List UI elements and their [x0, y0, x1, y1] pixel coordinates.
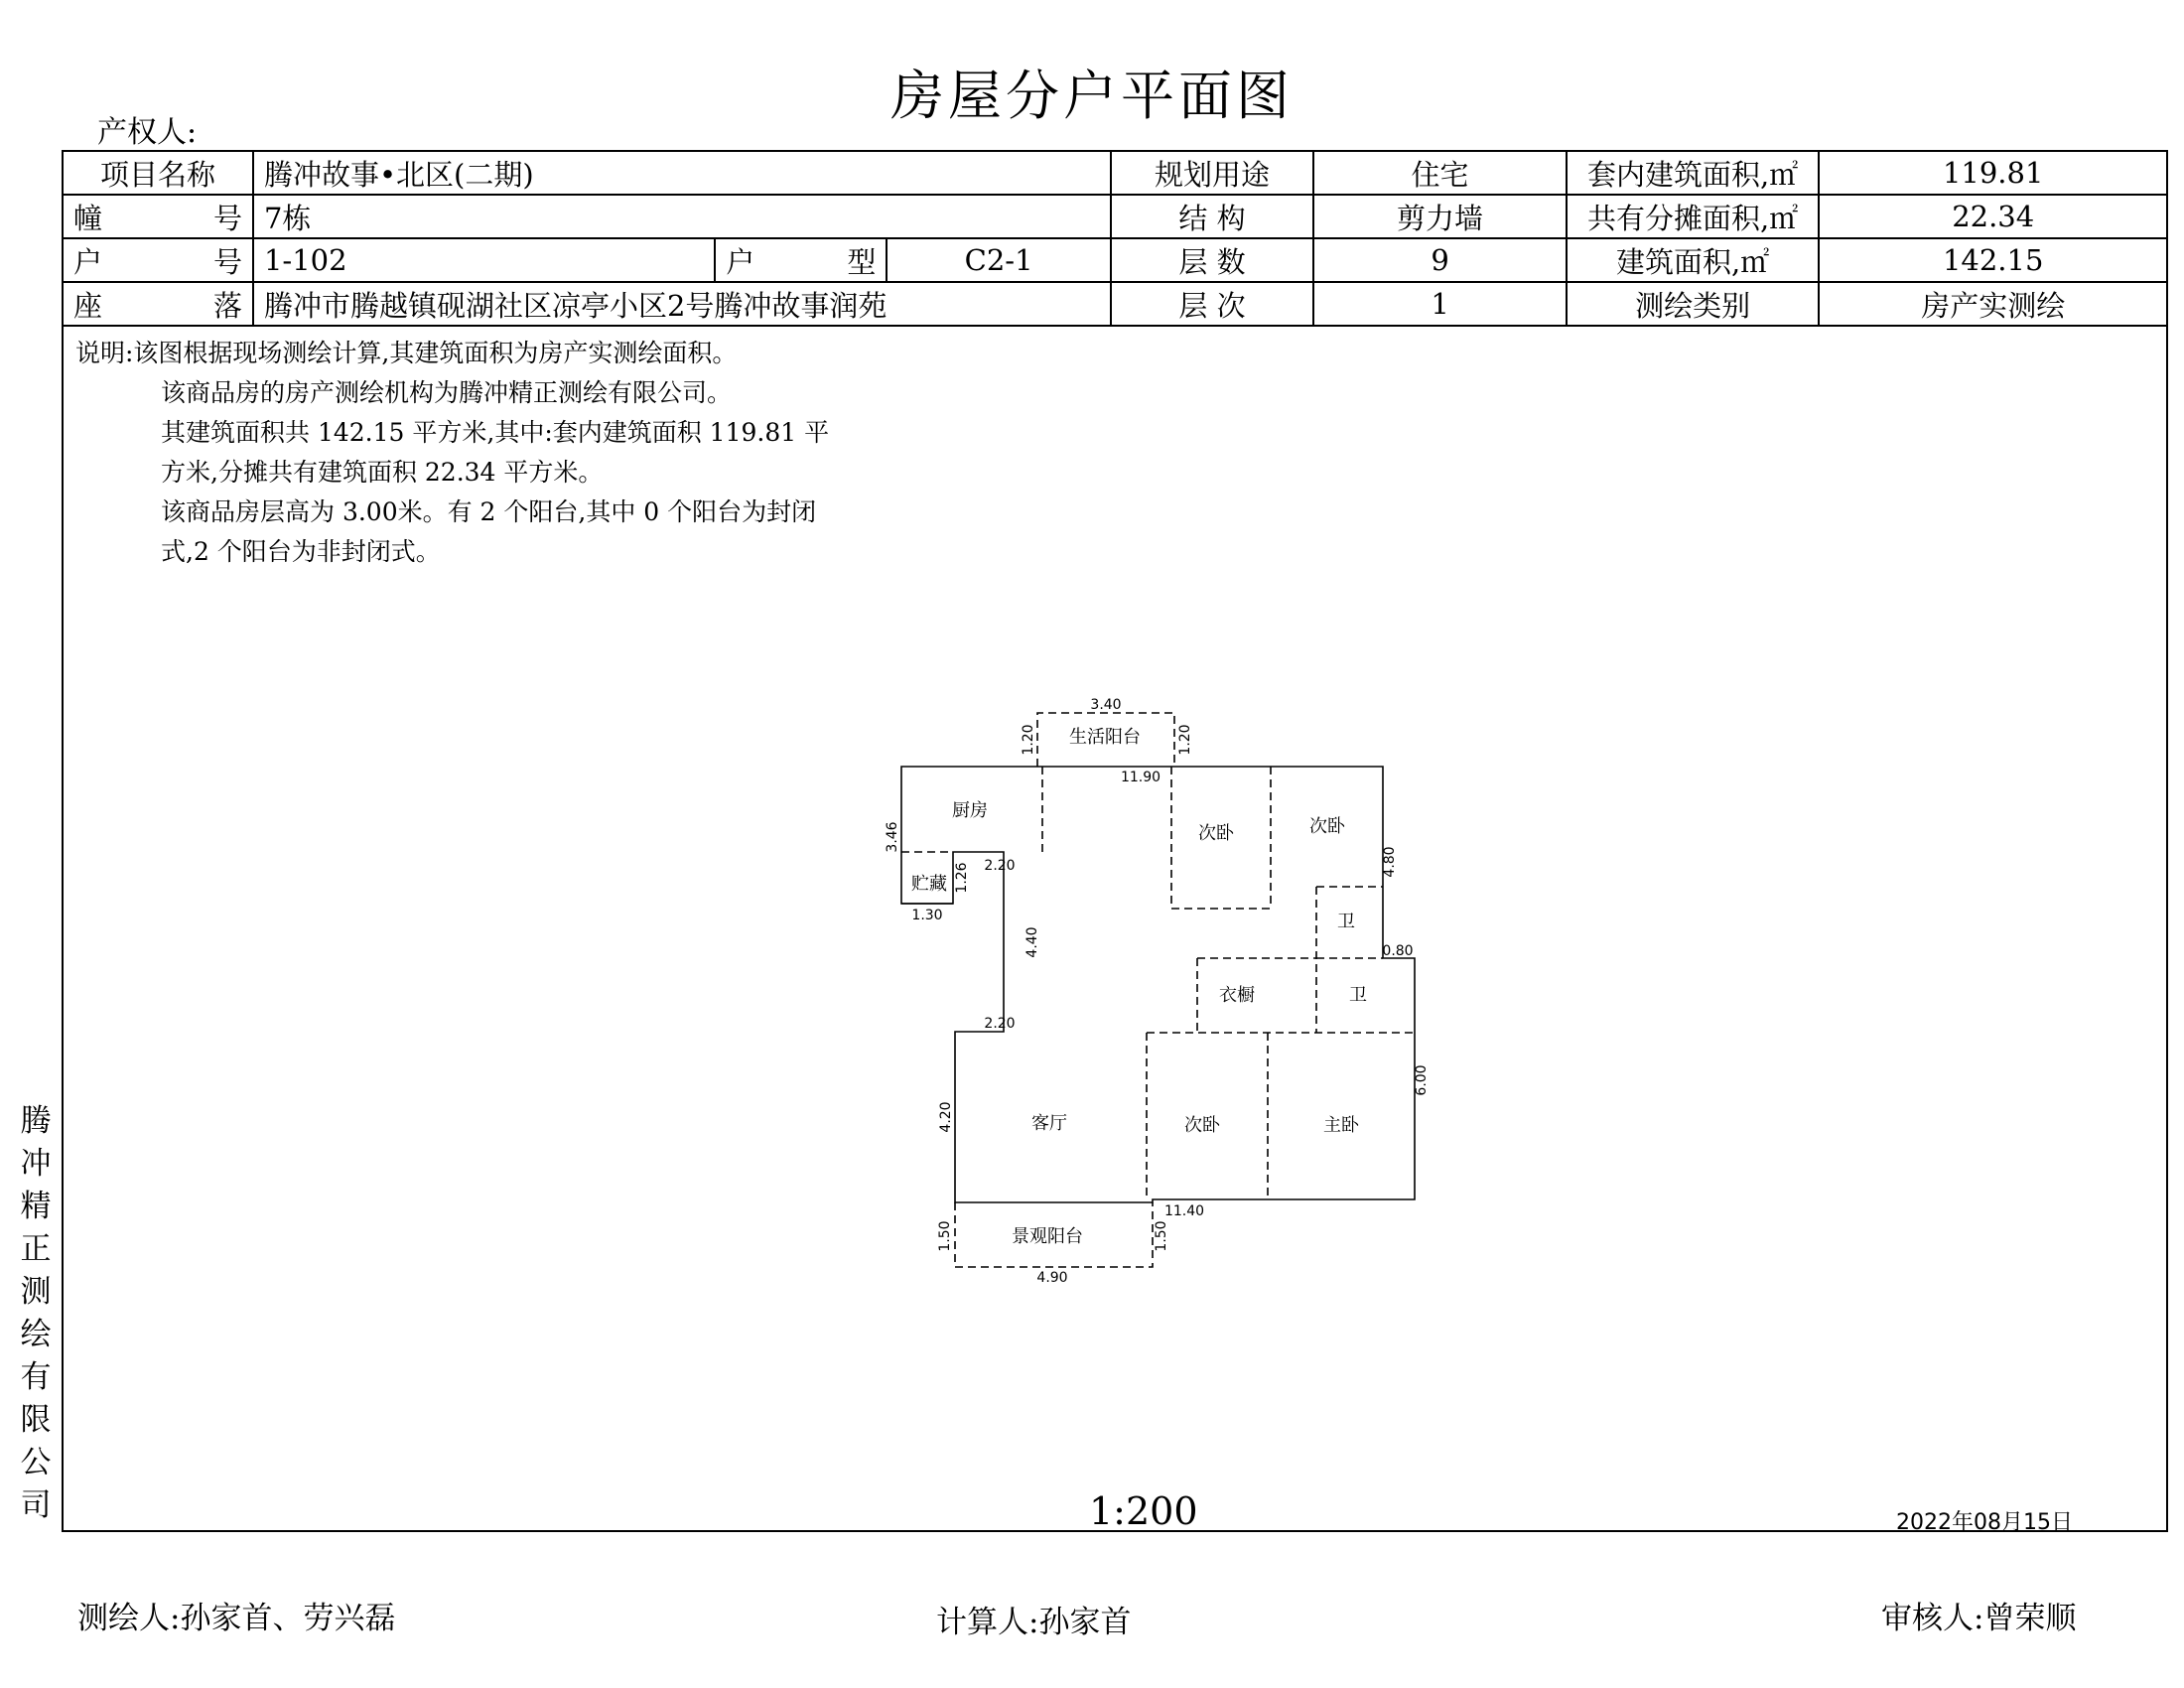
floor-level-value: 1	[1313, 282, 1567, 326]
project-name-value: 腾冲故事•北区(二期)	[253, 151, 1111, 195]
scale-label: 1:200	[1089, 1489, 1198, 1533]
note-line: 说明:该图根据现场测绘计算,其建筑面积为房产实测绘面积。	[75, 339, 738, 367]
planned-use-value: 住宅	[1313, 151, 1567, 195]
dimension-label: 4.40	[1024, 926, 1040, 958]
survey-type-label: 测绘类别	[1567, 282, 1820, 326]
building-no-value: 7栋	[253, 195, 1111, 238]
room-label: 厨房	[952, 800, 988, 821]
note-line: 式,2 个阳台为非封闭式。	[161, 537, 441, 566]
note-line: 其建筑面积共 142.15 平方米,其中:套内建筑面积 119.81 平	[161, 418, 830, 447]
dimension-label: 0.80	[1382, 943, 1414, 959]
room-label: 主卧	[1323, 1115, 1359, 1136]
inner-area-label: 套内建筑面积,㎡	[1567, 151, 1820, 195]
owner-label: 产权人:	[97, 115, 198, 150]
dimension-label: 1.50	[1154, 1220, 1169, 1252]
building-area-label: 建筑面积,㎡	[1567, 238, 1820, 282]
room-label: 次卧	[1198, 823, 1234, 844]
surveyor-company-vertical: 腾冲精正测绘有限公司	[20, 1103, 52, 1523]
dimension-label: 3.46	[885, 821, 900, 853]
dimension-label: 3.40	[1090, 697, 1122, 713]
structure-value: 剪力墙	[1313, 195, 1567, 238]
unit-no-label: 户 号	[63, 238, 253, 282]
survey-type-value: 房产实测绘	[1819, 282, 2167, 326]
location-value: 腾冲市腾越镇砚湖社区凉亭小区2号腾冲故事润苑	[253, 282, 1111, 326]
calculator-signature: 计算人:孙家首	[936, 1605, 1132, 1640]
shared-area-label: 共有分摊面积,㎡	[1567, 195, 1820, 238]
note-line: 方米,分摊共有建筑面积 22.34 平方米。	[161, 458, 604, 487]
room-label: 生活阳台	[1069, 727, 1141, 748]
dimension-label: 4.20	[938, 1101, 954, 1133]
building-area-value: 142.15	[1819, 238, 2167, 282]
page-title: 房屋分户平面图	[890, 65, 1294, 127]
room-label: 卫	[1337, 912, 1355, 932]
floors-value: 9	[1313, 238, 1567, 282]
inner-area-value: 119.81	[1819, 151, 2167, 195]
dimension-label: 1.20	[1177, 724, 1193, 756]
structure-label: 结 构	[1111, 195, 1313, 238]
dimension-label: 1.20	[1021, 724, 1036, 756]
unit-no-value: 1-102	[253, 238, 715, 282]
dimension-label: 6.00	[1414, 1064, 1430, 1096]
unit-type-label: 户 型	[715, 238, 887, 282]
room-label: 卫	[1349, 985, 1367, 1006]
room-label: 客厅	[1031, 1113, 1067, 1134]
note-line: 该商品房层高为 3.00米。有 2 个阳台,其中 0 个阳台为封闭	[161, 497, 817, 526]
dimension-label: 2.20	[984, 858, 1016, 874]
building-no-label: 幢 号	[63, 195, 253, 238]
room-label: 次卧	[1184, 1115, 1220, 1136]
unit-type-value: C2-1	[887, 238, 1110, 282]
dimension-label: 4.90	[1036, 1270, 1068, 1286]
project-name-label: 项目名称	[63, 151, 253, 195]
surveyor-signature: 测绘人:孙家首、劳兴磊	[77, 1601, 396, 1636]
note-line: 该商品房的房产测绘机构为腾冲精正测绘有限公司。	[161, 378, 733, 407]
room-label: 衣橱	[1219, 985, 1255, 1006]
room-label: 次卧	[1309, 816, 1345, 837]
survey-date: 2022年08月15日	[1896, 1510, 2073, 1535]
location-label: 座 落	[63, 282, 253, 326]
room-label: 景观阳台	[1012, 1226, 1083, 1247]
reviewer-signature: 审核人:曾荣顺	[1881, 1601, 2077, 1636]
dimension-label: 11.40	[1163, 1203, 1205, 1219]
room-label: 贮藏	[911, 874, 947, 895]
dimension-label: 4.80	[1382, 846, 1398, 878]
floor-level-label: 层 次	[1111, 282, 1313, 326]
dimension-label: 2.20	[984, 1016, 1016, 1032]
dimension-label: 1.30	[911, 908, 943, 923]
dimension-label: 1.50	[937, 1220, 953, 1252]
shared-area-value: 22.34	[1819, 195, 2167, 238]
dimension-label: 11.90	[1120, 770, 1161, 785]
floors-label: 层 数	[1111, 238, 1313, 282]
dimension-label: 1.26	[954, 862, 970, 894]
planned-use-label: 规划用途	[1111, 151, 1313, 195]
